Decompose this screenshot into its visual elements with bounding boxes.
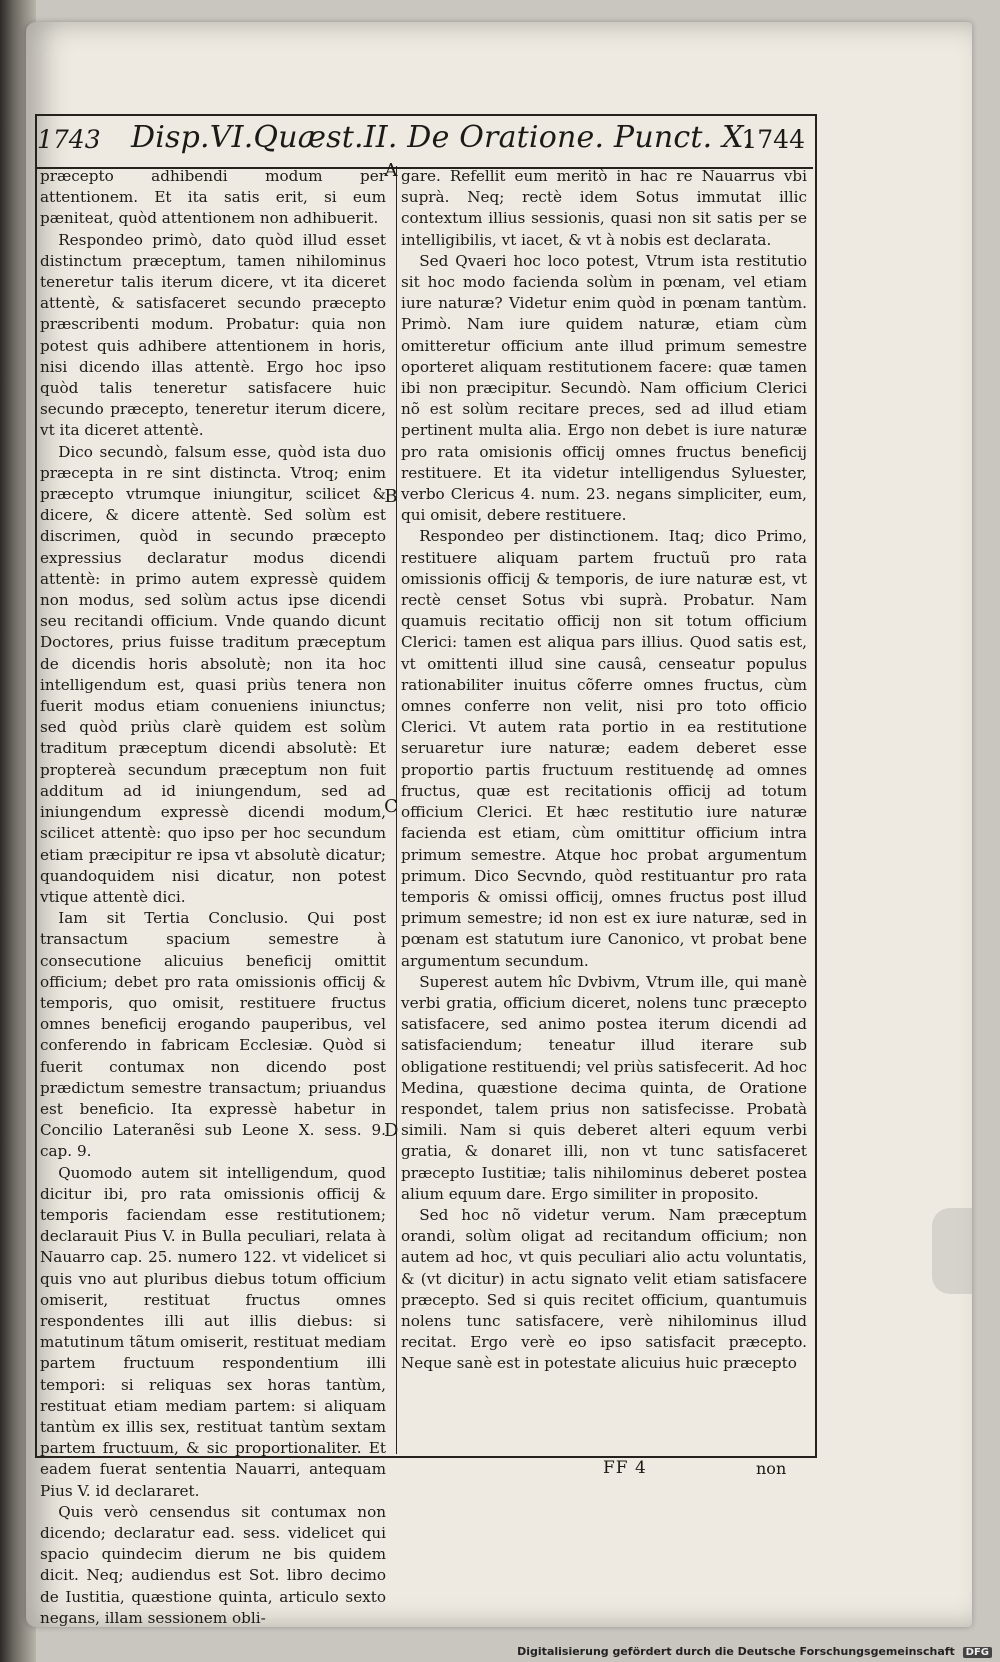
running-header <box>35 117 813 169</box>
paragraph: Iam sit Tertia Conclusio. Qui post transactum spacium semestre à consecutione alicuius beneficij omittit officium; debet pro rata omissionis officij & temporis, quo omisit, restituere fructus omnes beneficij erogando pauperibus, vel conferendo in fabricam Ecclesiæ. Quòd si fuerit contumax non dicendo post prædictum semestre transactum; priuandus est beneficio. Ita expressè habetur in Concilio Lateranẽsi sub Leone X. sess. 9. cap. 9. <box>40 909 386 1161</box>
paragraph: Respondeo per distinctionem. Itaq; dico Primo, restituere aliquam partem fructuũ pro rata omissionis officij & temporis, de iure naturæ est, vt rectè censet Sotus vbi suprà. Probatur. Nam quamuis recitatio officij non sit totum officium Clerici: tamen est aliqua pars illius. Quod satis est, vt omittenti illud sine causâ, censeatur populus rationabiliter inuitus cõferre omnes fructus, cùm omnes conferre non velit, nisi pro toto officio Clerici. Vt autem rata portio in ea restitutione seruaretur iure naturæ; eadem deberet esse proportio partis fructuum restituendę ad omnes fructus, quæ est recitationis officij ad totum officium Clerici. Et hæc restitutio iure naturæ facienda est etiam, cùm omittitur officium intra primum semestre. Atque hoc probat argumentum primum. Dico Secvndo, quòd restituantur pro rata temporis & omissi officij, omnes fructus post illud primum semestre; id non est ex iure naturæ, sed in pœnam est statutum iure Canonico, vt probat bene argumentum secundum. <box>401 527 807 970</box>
paragraph: gare. Refellit eum meritò in hac re Nauarrus vbi suprà. Neq; rectè idem Sotus immutat illic contextum illius sessionis, quasi non sit satis per se intelligibilis, vt iacet, & vt à nobis est declarata. <box>401 167 807 249</box>
paragraph: Quis verò censendus sit contumax non dicendo; declaratur ead. sess. videlicet qui spacio quindecim dierum ne bis quidem dicit. Neq; audiendus est Sot. libro decimo de Iustitia, quæstione quinta, articulo sexto negans, illam sessionem obli- <box>40 1502 386 1627</box>
paragraph: Quomodo autem sit intelligendum, quod dicitur ibi, pro rata omissionis officij & temporis faciendam esse restitutionem; declarauit Pius V. in Bulla peculiari, relata à Nauarro cap. 25. numero 122. vt videlicet si quis vno aut pluribus diebus totum officium omiserit, restituat fructus omnes respondentes illi aut illis diebus: si matutinum tãtum omiserit, restituat mediam partem fructuum respondentium illi tempori: si reliquas sex horas tantùm, restituat etiam mediam partem: si aliquam tantùm ex illis sex, restituat tantùm sextam partem fructuum, & sic proportionaliter. Et eadem fuerat sententia Nauarri, antequam Pius V. id declararet. <box>40 1163 386 1500</box>
digitization-credit <box>517 1645 992 1658</box>
margin-marker-b: B <box>384 486 398 507</box>
page-number-left: 1743 <box>37 125 101 154</box>
margin-marker-d: D <box>384 1120 399 1141</box>
page-edge-tab <box>932 1208 972 1294</box>
right-column <box>401 166 807 1436</box>
paragraph: Superest autem hîc Dvbivm, Vtrum ille, qui manè verbi gratia, officium diceret, nolens tunc præcepto satisfacere, sed animo postea iterum dicendi ad satisfaciendum; teneatur illud iterare sub obligatione restituendi; vel priùs satisfecerit. Ad hoc Medina, quæstione decima quinta, de Oratione respondet, talem prius non satisfecisse. Probatà simili. Nam si quis deberet alteri equum verbi gratia, & donaret illi, non vt tunc satisfaceret præcepto Iustitiæ; talis nihilominus deberet postea alium equum dare. Ergo similiter in proposito. <box>401 972 807 1203</box>
margin-marker-a: A <box>384 160 398 181</box>
page-number-right: 1744 <box>741 125 805 154</box>
left-column <box>38 166 386 1627</box>
catchword: non <box>756 1459 787 1478</box>
paragraph: præcepto adhibendi modum per attentionem. Et ita satis erit, si eum pæniteat, quòd attentionem non adhibuerit. <box>40 167 386 228</box>
signature-mark: FF 4 <box>603 1458 647 1478</box>
running-title: Disp.VI.Quæst.II. De Oratione. Punct. X. <box>131 120 754 155</box>
dfg-logo-icon: DFG <box>963 1647 992 1658</box>
paragraph: Sed Qvaeri hoc loco potest, Vtrum ista restitutio sit hoc modo facienda solùm in pœnam, vel etiam iure naturæ? Videtur enim quòd in pœnam tantùm. Primò. Nam iure quidem naturæ, etiam cùm omitteretur officium ante illud primum semestre oporteret aliquam restitutionem facere: quæ tamen ibi non præcipitur. Secundò. Nam officium Clerici nõ est solùm recitare preces, sed ad illud etiam pertinent multa alia. Ergo non debet is iure naturæ pro rata omisionis officij omnes fructus beneficij restituere. Et ita videtur intelligendus Syluester, verbo Clericus 4. num. 23. negans simpliciter, eum, qui omisit, debere restituere. <box>401 251 807 525</box>
paragraph: Respondeo primò, dato quòd illud esset distinctum præceptum, tamen nihilominus teneretur talis iterum dicere, vt ita diceret attentè, & satisfaceret secundo præcepto præscribenti modum. Probatur: quia non potest quis adhibere attentionem in horis, nisi dicendo illas attentè. Ergo hoc ipso quòd talis teneretur satisfacere huic secundo præcepto, teneretur iterum dicere, vt ita diceret attentè. <box>40 230 386 440</box>
paragraph: Dico secundò, falsum esse, quòd ista duo præcepta in re sint distincta. Vtroq; enim præcepto vtrumque iniungitur, scilicet & dicere, & dicere attentè. Sed solùm est discrimen, quòd in secundo præcepto expressius declaratur modus dicendi attentè: in primo autem expressè quidem non modus, sed solùm actus ipse dicendi seu recitandi officium. Vnde quando dicunt Doctores, prius fuisse traditum præceptum de dicendis horis absolutè; non ita hoc intelligendum est, quasi priùs tenera non fuerit modus etiam conueniens iniunctus; sed quòd priùs clarè quidem est solùm traditum præceptum dicendi absolutè: Et proptereà secundum præceptum non fuit additum ad id iniungendum, sed ad iniungendum expressè dicendi modum, scilicet attentè: quo ipso per hoc secundum etiam præcipitur re ipsa vt absolutè dicatur; quandoquidem nisi dicatur, non potest vtique attentè dici. <box>40 442 386 906</box>
margin-marker-c: C <box>384 796 398 817</box>
credit-text: Digitalisierung gefördert durch die Deutsche Forschungsgemeinschaft <box>517 1645 955 1658</box>
paragraph: Sed hoc nõ videtur verum. Nam præceptum orandi, solùm oligat ad recitandum officium; non autem ad hoc, vt quis peculiari alio actu voluntatis, & (vt dicitur) in actu signato velit etiam satisfacere præcepto. Sed si quis recitet officium, quantumuis nolens tunc satisfacere, verè nihilominus illud recitat. Ergo verè eo ipso satisfacit præcepto. Neque sanè est in potestate alicuius huic præcepto <box>401 1205 807 1373</box>
